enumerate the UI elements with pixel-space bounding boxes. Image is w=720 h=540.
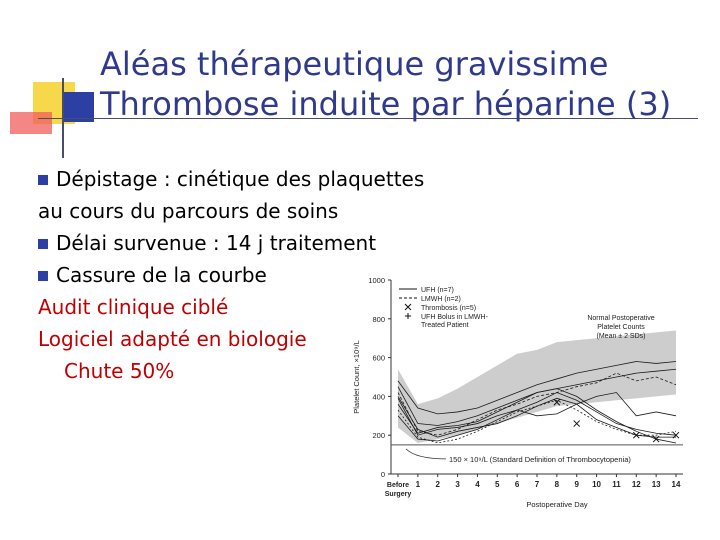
note-2: Logiciel adapté en biologie <box>38 327 307 351</box>
band-label: Platelet Counts <box>597 324 645 331</box>
threshold-arrow <box>406 449 446 459</box>
x-axis-title: Postoperative Day <box>526 500 588 509</box>
y-tick-label: 400 <box>372 392 385 402</box>
y-tick-label: 200 <box>372 431 385 441</box>
bullet-3-text: Cassure de la courbe <box>56 263 267 287</box>
bullet-square-icon <box>38 239 48 249</box>
x-tick-label: 6 <box>514 480 520 489</box>
legend-bolus-icon <box>405 313 411 319</box>
note-1: Audit clinique ciblé <box>38 295 229 319</box>
legend-label: Treated Patient <box>421 322 469 329</box>
x-tick-label: 5 <box>495 480 500 489</box>
title-line-2: Thrombose induite par héparine (3) <box>100 85 672 123</box>
legend-label: UFH (n=7) <box>421 287 454 294</box>
legend-label: LMWH (n=2) <box>421 296 461 303</box>
x-tick-label: 11 <box>612 480 621 489</box>
x-tick-label: 2 <box>435 480 440 489</box>
legend-thrombosis-icon <box>405 304 411 310</box>
thrombosis-mark <box>574 421 580 427</box>
platelet-count-chart <box>343 268 693 510</box>
normal-range-band <box>398 330 676 443</box>
y-axis-title: Platelet Count, ×10⁹/L <box>352 340 361 414</box>
x-tick-label: 12 <box>631 480 641 489</box>
bullet-2 <box>38 227 424 259</box>
x-tick-label: Before <box>386 482 410 489</box>
x-tick-label: 1 <box>415 480 421 489</box>
x-tick-label: 10 <box>592 480 602 489</box>
x-tick-label: 13 <box>651 480 661 489</box>
title-line-1: Aléas thérapeutique gravissime <box>100 45 609 83</box>
x-tick-label: 8 <box>554 480 560 489</box>
legend-label: Thrombosis (n=5) <box>421 305 477 312</box>
x-tick-label: 7 <box>534 480 540 489</box>
x-tick-label: 3 <box>455 480 460 489</box>
note-3: Chute 50% <box>64 359 175 383</box>
bullet-1 <box>38 163 424 195</box>
y-tick-label: 1000 <box>368 276 385 285</box>
x-tick-label: 4 <box>475 480 480 489</box>
decor-red-bar <box>10 112 52 134</box>
bullet-square-icon <box>38 175 48 185</box>
slide-title <box>100 44 671 124</box>
y-tick-label: 0 <box>380 470 385 479</box>
bullet-square-icon <box>38 271 48 281</box>
x-tick-label: 14 <box>671 480 681 489</box>
band-label: (Mean ± 2 SDs) <box>596 333 646 340</box>
bullet-1-text: Dépistage : cinétique des plaquettes <box>56 167 425 191</box>
threshold-label: 150 × 10⁹/L (Standard Definition of Thrombocytopenia) <box>449 454 631 464</box>
bullet-2-text: Délai survenue : 14 j traitement <box>56 231 377 255</box>
y-tick-label: 600 <box>372 353 385 363</box>
bullet-1-continuation: au cours du parcours de soins <box>38 199 339 223</box>
legend-label: UFH Bolus in LMWH- <box>421 314 488 321</box>
band-label: Normal Postoperative <box>587 315 655 322</box>
x-tick-label: Surgery <box>384 491 412 498</box>
x-tick-label: 9 <box>574 480 579 489</box>
y-tick-label: 800 <box>372 314 385 324</box>
